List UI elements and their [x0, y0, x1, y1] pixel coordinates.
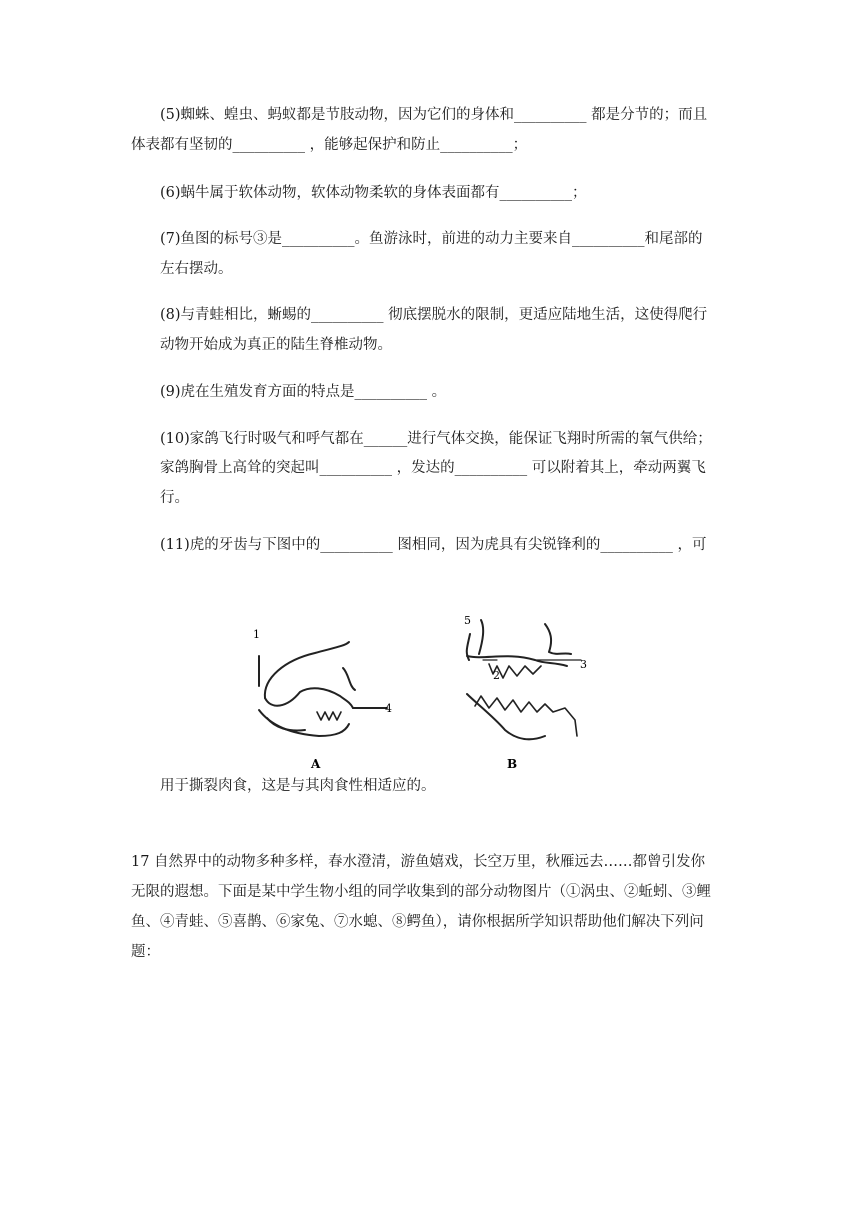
q17-line4: 题： — [131, 944, 160, 960]
q10-line1: (10)家鸽飞行时吸气和呼气都在______进行气体交换，能保证飞翔时所需的氧气供给； — [160, 431, 712, 447]
figure-a-label: A — [311, 757, 321, 771]
q7-line1: (7)鱼图的标号③是__________。鱼游泳时，前进的动力主要来自__________和尾部的 — [160, 231, 703, 247]
skull-b-back — [545, 624, 571, 654]
cheek-a — [343, 668, 355, 690]
q8-line1: (8)与青蛙相比，蜥蜴的__________ 彻底摆脱水的限制，更适应陆地生活，这使得爬行 — [160, 307, 708, 323]
callout-label-3: 3 — [580, 658, 587, 671]
upper-jaw-a — [265, 688, 353, 708]
q6-line1: (6)蜗牛属于软体动物，软体动物柔软的身体表面都有__________； — [160, 185, 587, 201]
q5-line2: 体表都有坚韧的__________ ，能够起保护和防止__________； — [131, 137, 528, 153]
q11-line2: 用于撕裂肉食，这是与其肉食性相适应的。 — [160, 778, 436, 794]
q17-line2: 无限的遐想。下面是某中学生物小组的同学收集到的部分动物图片（①涡虫、②蚯蚓、③鲤 — [131, 884, 711, 900]
callout-label-4: 4 — [385, 702, 392, 715]
callout-label-1: 1 — [253, 628, 260, 641]
teeth-a — [317, 712, 341, 720]
lower-jaw-a-inner — [267, 718, 305, 731]
teeth-figure — [245, 608, 605, 778]
q10-line2: 家鸽胸骨上高耸的突起叫__________ ，发达的__________ 可以附着其上，牵动两翼飞 — [160, 460, 706, 476]
q9-line1: (9)虎在生殖发育方面的特点是__________ 。 — [160, 384, 447, 400]
q5-line1: (5)蜘蛛、蝗虫、蚂蚁都是节肢动物，因为它们的身体和__________ 都是分节的；而且 — [160, 107, 708, 123]
q17-line1: 17 自然界中的动物多种多样，春水澄清，游鱼嬉戏，长空万里，秋雁远去……都曾引发你 — [131, 854, 706, 870]
upper-jaw-b — [467, 656, 567, 666]
canine-b-upper — [479, 620, 483, 654]
figure-b-label: B — [507, 757, 518, 771]
q8-line2: 动物开始成为真正的陆生脊椎动物。 — [160, 337, 392, 353]
q7-line2: 左右摆动。 — [160, 261, 233, 277]
q17-line3: 鱼、④青蛙、⑤喜鹊、⑥家兔、⑦水螅、⑧鳄鱼），请你根据所学知识帮助他们解决下列问 — [131, 914, 704, 930]
callout-label-5: 5 — [464, 614, 471, 627]
q11-line1: (11)虎的牙齿与下图中的__________ 图相同，因为虎具有尖锐锋利的__________ ，可 — [160, 537, 707, 553]
callout-label-2: 2 — [493, 669, 500, 682]
teeth-diagram — [245, 608, 605, 778]
q10-line3: 行。 — [160, 490, 189, 506]
